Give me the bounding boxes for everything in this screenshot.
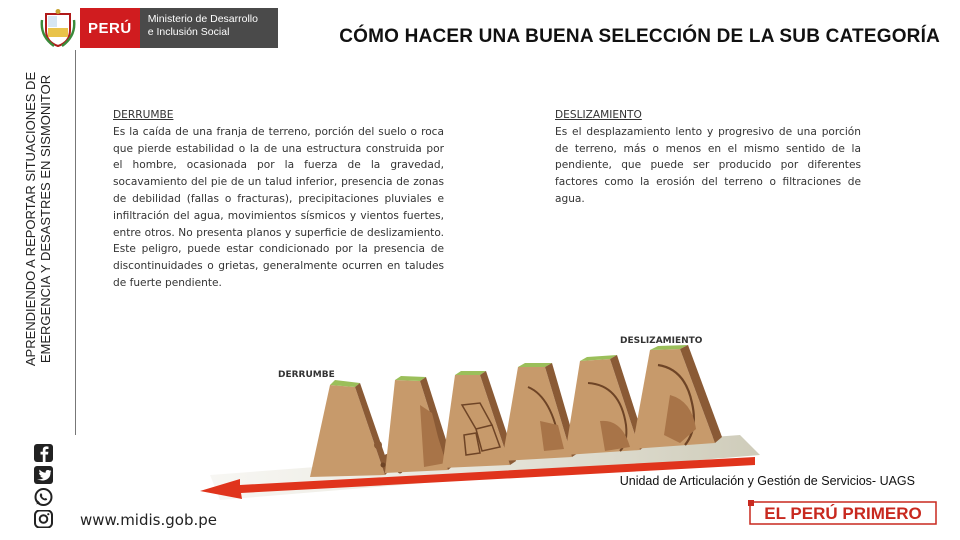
- ministry-line-2: e Inclusión Social: [147, 26, 230, 38]
- slogan-text: EL PERÚ PRIMERO: [764, 504, 922, 523]
- derrumbe-section: [113, 107, 444, 292]
- side-divider: [75, 50, 76, 435]
- facebook-icon[interactable]: [32, 444, 55, 462]
- deslizamiento-description: Es el desplazamiento lento y progresivo de una porción de terreno, más o menos en el mismo sentido de la pendiente, que puede ser producido por diferentes factores como la erosión del terreno o filtraciones de agua.: [555, 125, 861, 205]
- ministry-line-1: Ministerio de Desarrollo: [147, 13, 258, 25]
- whatsapp-icon[interactable]: [32, 488, 55, 506]
- side-label-line-1: APRENDIENDO A REPORTAR SITUACIONES DE: [23, 71, 38, 367]
- social-icons: [32, 444, 55, 528]
- illustration-label-derrumbe: DERRUMBE: [278, 370, 335, 380]
- unit-name: Unidad de Articulación y Gestión de Servicios- UAGS: [619, 474, 915, 488]
- peru-label: PERÚ: [80, 8, 140, 48]
- website-link[interactable]: www.midis.gob.pe: [80, 511, 217, 529]
- illustration-label-deslizamiento: DESLIZAMIENTO: [620, 336, 703, 346]
- twitter-icon[interactable]: [32, 466, 55, 484]
- instagram-icon[interactable]: [32, 510, 55, 528]
- derrumbe-heading[interactable]: DERRUMBE: [113, 109, 174, 121]
- side-label-line-2: EMERGENCIA Y DESASTRES EN SISMONITOR: [37, 74, 53, 364]
- terrain-block-6: [632, 345, 722, 449]
- deslizamiento-section: [555, 107, 861, 208]
- derrumbe-description: Es la caída de una franja de terreno, porción del suelo o roca que pierde estabilidad o la de una estructura construida por el hombre, ocasionada por la fuerza de la gravedad, socavamiento del pie de un talud inferior, presencia de zonas de debilidad (fallas o fracturas), precipitaciones pluviales e infiltración del agua, movimientos sísmicos y vientos fuertes, entre otros. No presenta planos y superficie de deslizamiento. Este peligro, puede estar condicionado por la presencia de discontinuidades o grietas, generalmente ocurren en taludes de fuerte pendiente.: [113, 125, 444, 289]
- side-label: [24, 44, 53, 394]
- deslizamiento-heading[interactable]: DESLIZAMIENTO: [555, 109, 642, 121]
- el-peru-primero-logo: [748, 500, 940, 526]
- ministry-name: [140, 8, 278, 48]
- midis-logo: [40, 8, 278, 48]
- page-title: CÓMO HACER UNA BUENA SELECCIÓN DE LA SUB CATEGORÍA: [339, 26, 940, 47]
- coat-of-arms-icon: [40, 8, 76, 48]
